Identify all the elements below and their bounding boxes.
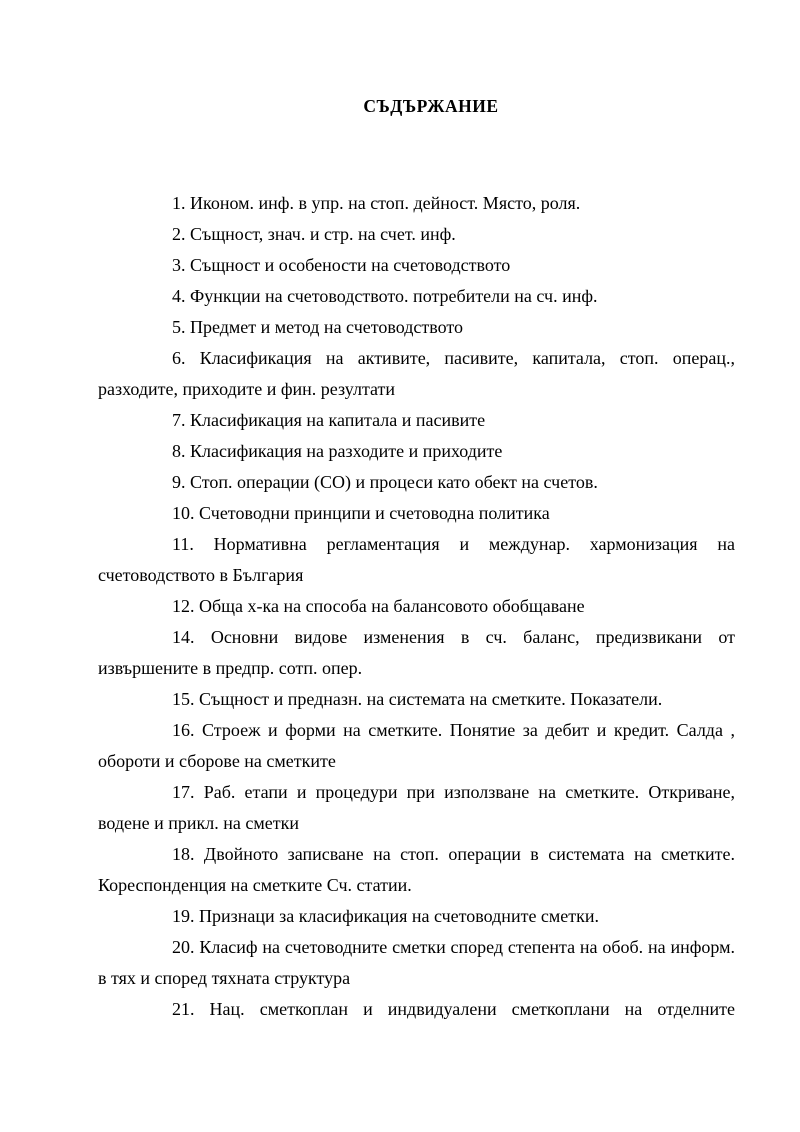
toc-item: 7. Класификация на капитала и пасивите	[172, 410, 486, 430]
toc-item: 8. Класификация на разходите и приходите	[172, 441, 503, 461]
table-of-contents	[98, 188, 735, 1025]
toc-item: 15. Същност и предназн. на системата на сметките. Показатели.	[172, 689, 663, 709]
toc-item: 10. Счетоводни принципи и счетоводна политика	[172, 503, 550, 523]
toc-item: 17. Раб. етапи и процедури при използване на сметките. Откриване, водене и прикл. на сметки	[98, 782, 735, 833]
toc-item: 4. Функции на счетоводството. потребители на сч. инф.	[172, 286, 598, 306]
toc-item: 20. Класиф на счетоводните сметки според степента на обоб. на информ. в тях и според тяхната структура	[98, 937, 735, 988]
toc-item: 3. Същност и особености на счетоводството	[172, 255, 511, 275]
page-title: СЪДЪРЖАНИЕ	[363, 96, 499, 116]
toc-item: 21. Нац. сметкоплан и индвидуалени сметкоплани на отделните	[172, 999, 735, 1019]
toc-item: 9. Стоп. операции (СО) и процеси като обект на счетов.	[172, 472, 598, 492]
toc-item: 19. Признаци за класификация на счетоводните сметки.	[172, 906, 600, 926]
toc-item: 5. Предмет и метод на счетоводството	[172, 317, 463, 337]
toc-item: 6. Класификация на активите, пасивите, капитала, стоп. операц., разходите, приходите и фин. резултати	[98, 348, 735, 399]
toc-item: 2. Същност, знач. и стр. на счет. инф.	[172, 224, 456, 244]
toc-item: 12. Обща х-ка на способа на балансовото обобщаване	[172, 596, 585, 616]
toc-item: 14. Основни видове изменения в сч. баланс, предизвикани от извършените в предпр. сотп. опер.	[98, 627, 735, 678]
toc-item: 16. Строеж и форми на сметките. Понятие за дебит и кредит. Салда , обороти и сборове на сметките	[98, 720, 735, 771]
toc-item: 1. Иконом. инф. в упр. на стоп. дейност. Място, роля.	[172, 193, 581, 213]
toc-item: 11. Нормативна регламентация и междунар. хармонизация на счетоводството в България	[98, 534, 735, 585]
toc-item: 18. Двойното записване на стоп. операции в системата на сметките. Кореспонденция на сметките Сч. статии.	[98, 844, 735, 895]
